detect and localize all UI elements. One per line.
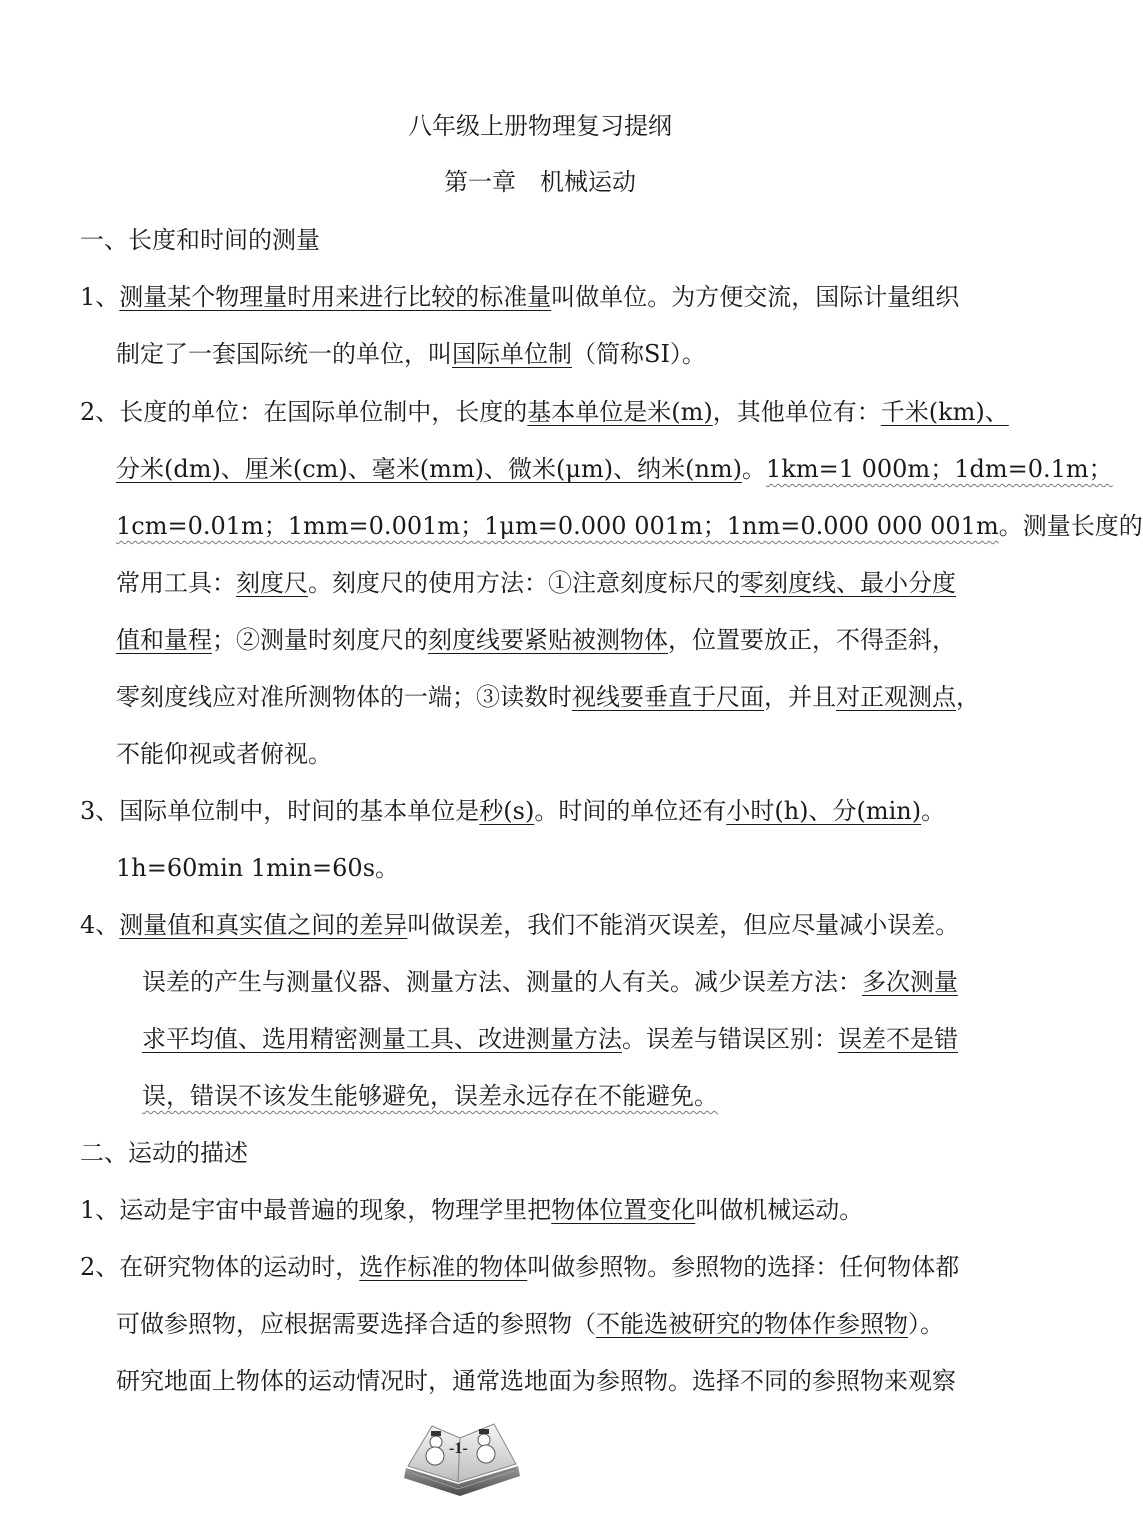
paragraph-line: [116, 510, 1143, 542]
underlined-text: 物体位置变化: [551, 1196, 696, 1224]
text: 制定了一套国际统一的单位，叫: [116, 340, 452, 368]
item-number: 2、: [80, 398, 120, 426]
underlined-text: 零刻度线、最小分度: [740, 569, 956, 597]
text: 叫做单位。为方便交流，国际计量组织: [551, 283, 960, 311]
text: 国际单位制中，时间的基本单位是: [119, 797, 480, 825]
underlined-text: 多次测量: [862, 968, 958, 996]
underlined-text: 刻度线要紧贴被测物体: [428, 626, 668, 654]
underlined-text: 分米(dm)、厘米(cm)、毫米(mm)、微米(μm)、纳米(nm): [116, 455, 743, 483]
paragraph-line: [116, 338, 706, 370]
underlined-text: 值和量程: [116, 626, 212, 654]
text: 。: [742, 455, 767, 483]
underlined-text: 测量某个物理量时用来进行比较的标准量: [119, 283, 552, 311]
underlined-text: 刻度尺: [236, 569, 308, 597]
underlined-text: 选作标准的物体: [359, 1253, 528, 1281]
text: ）。: [908, 1310, 944, 1338]
paragraph-line: [116, 1308, 944, 1340]
wavy-underlined-text: 1km=1 000m；1dm=0.1m；: [766, 455, 1113, 483]
paragraph-line: [80, 1251, 959, 1283]
paragraph-line: [116, 852, 399, 884]
paragraph-line: [116, 624, 956, 656]
text: ，其他单位有：: [712, 398, 881, 426]
text: ，位置要放正，不得歪斜，: [668, 626, 956, 654]
underlined-text: 秒(s): [479, 797, 535, 825]
underlined-text: 对正观测点: [836, 683, 956, 711]
paragraph-line: [142, 1080, 718, 1112]
text: 运动是宇宙中最普遍的现象，物理学里把: [119, 1196, 552, 1224]
page-title: 八年级上册物理复习提纲: [408, 112, 672, 140]
underlined-text: 测量值和真实值之间的差异: [119, 911, 408, 939]
section-heading-1: 一、长度和时间的测量: [80, 226, 320, 254]
item-number: 4、: [80, 911, 120, 939]
item-number: 3、: [80, 797, 120, 825]
paragraph-line: [80, 1194, 863, 1226]
text: 研究地面上物体的运动情况时，通常选地面为参照物。选择不同的参照物来观察: [116, 1367, 956, 1395]
paragraph-line: [80, 396, 1009, 428]
text: 叫做误差，我们不能消灭误差，但应尽量减小误差。: [407, 911, 960, 939]
text: 1h=60min 1min=60s。: [116, 854, 400, 882]
text: ；②测量时刻度尺的: [212, 626, 428, 654]
paragraph-line: [116, 738, 332, 770]
text: 。刻度尺的使用方法：①注意刻度标尺的: [308, 569, 740, 597]
open-book-icon: [402, 1418, 522, 1500]
text: 不能仰视或者俯视。: [116, 740, 332, 768]
paragraph-line: [116, 681, 980, 713]
page-number: -1-: [449, 1440, 468, 1457]
paragraph-line: [142, 1023, 958, 1055]
text: 叫做机械运动。: [695, 1196, 864, 1224]
text: 常用工具：: [116, 569, 236, 597]
text: 可做参照物，应根据需要选择合适的参照物（: [116, 1310, 596, 1338]
text: 。测量长度的: [998, 512, 1143, 540]
paragraph-line: [80, 795, 945, 827]
chapter-title: 第一章 机械运动: [444, 168, 636, 196]
paragraph-line: [116, 1365, 956, 1397]
paragraph-line: [80, 909, 959, 941]
text: 。时间的单位还有: [534, 797, 727, 825]
text: 。: [921, 797, 946, 825]
text: 误差的产生与测量仪器、测量方法、测量的人有关。减少误差方法：: [142, 968, 862, 996]
item-number: 1、: [80, 283, 120, 311]
text: 零刻度线应对准所测物体的一端；③读数时: [116, 683, 572, 711]
item-number: 1、: [80, 1196, 120, 1224]
item-number: 2、: [80, 1253, 120, 1281]
paragraph-line: [142, 966, 958, 998]
text: 叫做参照物。参照物的选择：任何物体都: [527, 1253, 960, 1281]
text: ，: [956, 683, 980, 711]
text: ，并且: [764, 683, 836, 711]
underlined-text: 小时(h)、分(min): [726, 797, 922, 825]
text: （简称SI）。: [572, 340, 706, 368]
text: 长度的单位：在国际单位制中，长度的: [119, 398, 528, 426]
paragraph-line: [80, 281, 959, 313]
underlined-text: 国际单位制: [452, 340, 572, 368]
text: 在研究物体的运动时，: [119, 1253, 360, 1281]
underlined-text: 视线要垂直于尺面: [572, 683, 764, 711]
underlined-text: 千米(km)、: [880, 398, 1009, 426]
underlined-text: 误差不是错: [838, 1025, 958, 1053]
underlined-text: 不能选被研究的物体作参照物: [596, 1310, 908, 1338]
underlined-text: 求平均值、选用精密测量工具、改进测量方法: [142, 1025, 622, 1053]
paragraph-line: [116, 453, 1113, 485]
paragraph-line: [116, 567, 956, 599]
underlined-text: 基本单位是米(m): [527, 398, 713, 426]
wavy-underlined-text: 1cm=0.01m；1mm=0.001m；1μm=0.000 001m；1nm=0.000 000 001m: [116, 512, 999, 540]
text: 。误差与错误区别：: [622, 1025, 838, 1053]
section-heading-2: 二、运动的描述: [80, 1139, 248, 1167]
wavy-underlined-text: 误，错误不该发生能够避免，误差永远存在不能避免。: [142, 1082, 718, 1110]
